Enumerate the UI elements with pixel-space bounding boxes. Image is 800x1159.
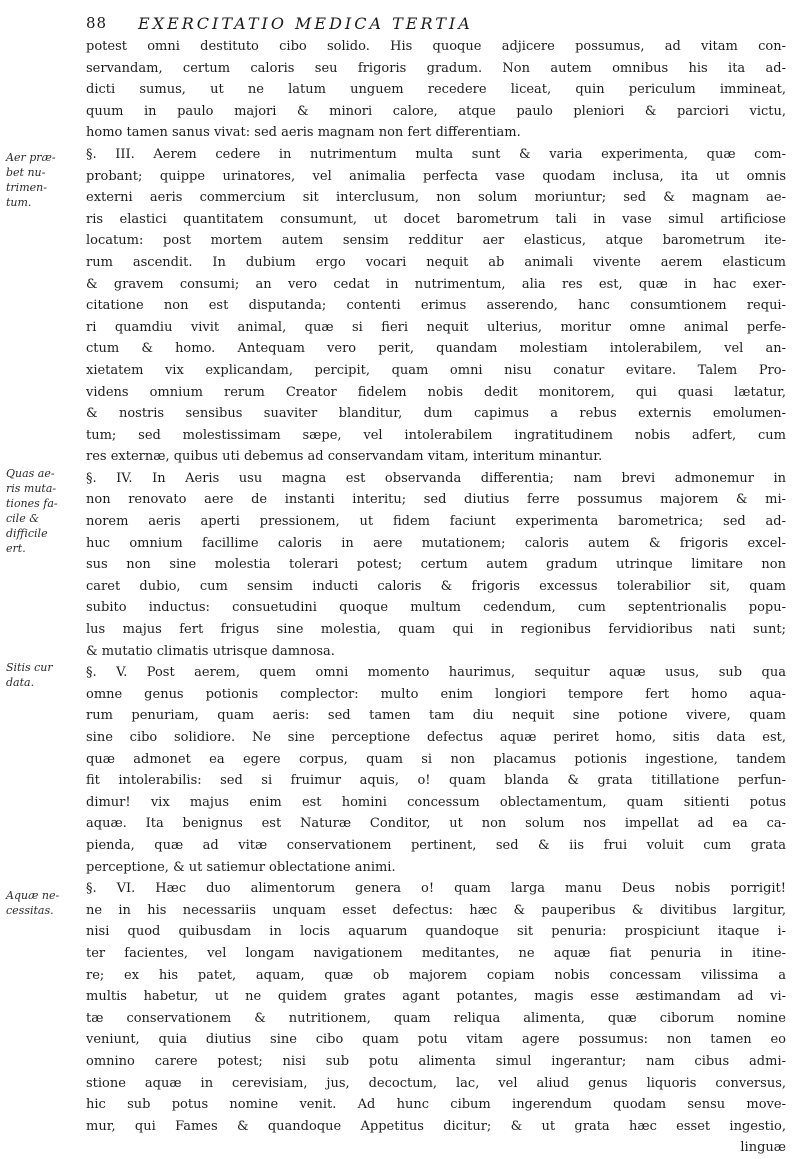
text-line: §. V. Post aerem, quem omni momento haurimus, sequitur aquæ usus, sub qua xyxy=(86,665,786,681)
margin-note-line: bet nu- xyxy=(6,166,46,179)
text-line: & mutatio climatis utrisque damnosa. xyxy=(86,643,335,659)
text-line: & nostris sensibus suaviter blanditur, dum capimus a rebus externis emolumen- xyxy=(86,406,786,422)
text-line: omnino carere potest; nisi sub potu alimenta simul ingerantur; nam cibus admi- xyxy=(86,1053,786,1069)
text-line: xietatem vix explicandam, percipit, quam omni nisu conatur evitare. Talem Pro- xyxy=(86,362,786,378)
text-line: veniunt, quia diutius sine cibo quam potu vitam agere possumus: non tamen eo xyxy=(86,1032,786,1048)
text-line: sus non sine molestia tolerari potest; certum autem gradum utrinque limitare non xyxy=(86,557,786,573)
text-line: rum penuriam, quam aeris: sed tamen tam diu nequit sine potione vivere, quam xyxy=(86,708,786,724)
margin-note-line: Aer præ- xyxy=(6,151,56,164)
text-line: lus majus fert frigus sine molestia, quam qui in regionibus fervidioribus nati sunt; xyxy=(86,622,786,638)
text-line: ter facientes, vel longam navigationem meditantes, ne aquæ fiat penuria in itine- xyxy=(86,945,786,961)
text-line: quæ admonet ea egere corpus, quam si non placamus potionis ingestione, tandem xyxy=(86,751,786,767)
margin-note-line: cile & xyxy=(6,512,39,525)
text-line: non renovato aere de instanti interitu; sed diutius ferre possumus majorem & mi- xyxy=(86,492,786,508)
text-line: ne in his necessariis unquam esset defectus: hæc & pauperibus & divitibus largitur, xyxy=(86,902,786,918)
margin-note-line: tiones fa- xyxy=(6,497,58,510)
text-line: & gravem consumi; an vero cedat in nutrimentum, alia res est, quæ in hac exer- xyxy=(86,276,786,292)
text-line: dicti sumus, ut ne latum unguem recedere liceat, quin periculum immineat, xyxy=(86,82,786,98)
text-line: locatum: post mortem autem sensim redditur aer elasticus, atque barometrum ite- xyxy=(86,233,786,249)
text-line: caret dubio, cum sensim inducti caloris & frigoris excessus tolerabilior sit, quam xyxy=(86,578,786,594)
text-line: rum ascendit. In dubium ergo vocari nequit ab animali vivente aerem elasticum xyxy=(86,254,786,270)
text-line: pienda, quæ ad vitæ conservationem pertinent, sed & iis frui voluit cum grata xyxy=(86,837,786,853)
text-line: norem aeris aperti pressionem, ut fidem faciunt experimenta barometrica; sed ad- xyxy=(86,514,786,530)
text-line: stione aquæ in cerevisiam, jus, decoctum, lac, vel aliud genus liquoris conversus, xyxy=(86,1075,786,1091)
margin-note-line: Aquæ ne- xyxy=(6,889,60,902)
text-line: aquæ. Ita benignus est Naturæ Conditor, ut non solum nos impellat ad ea ca- xyxy=(86,816,786,832)
text-line: homo tamen sanus vivat: sed aeris magnam non fert differentiam. xyxy=(86,125,521,141)
text-line: omne genus potionis complector: multo enim longiori tempore fert homo aqua- xyxy=(86,686,786,702)
text-line: externi aeris commercium sit interclusum, non solum moriuntur; sed & magnam ae- xyxy=(86,190,786,206)
body-text xyxy=(86,36,786,1159)
text-line: servandam, certum caloris seu frigoris gradum. Non autem omnibus his ita ad- xyxy=(86,60,786,76)
running-title: EXERCITATIO MEDICA TERTIA xyxy=(138,14,473,33)
text-line: §. IV. In Aeris usu magna est observanda differentia; nam brevi admonemur in xyxy=(86,470,786,486)
text-line: re; ex his patet, aquam, quæ ob majorem copiam nobis concessam vilissima a xyxy=(86,967,786,983)
text-line: citatione non est disputanda; contenti erimus asserendo, hanc consumtionem requi- xyxy=(86,298,786,314)
text-line: tæ conservationem & nutritionem, quam reliqua alimenta, quæ ciborum nomine xyxy=(86,1010,786,1026)
text-line: sine cibo solidiore. Ne sine perceptione defectus aquæ periret homo, sitis data est, xyxy=(86,730,786,745)
margin-note-aquae xyxy=(6,888,80,918)
margin-note-line: data. xyxy=(6,676,35,689)
text-line: tum; sed molestissimam sæpe, vel intolerabilem ingratitudinem nobis adfert, cum xyxy=(86,427,786,443)
text-line: dimur! vix majus enim est homini concessum oblectamentum, quam sitienti potus xyxy=(86,794,786,810)
text-line: ctum & homo. Antequam vero perit, quandam molestiam intolerabilem, vel an- xyxy=(86,341,786,357)
text-line: §. VI. Hæc duo alimentorum genera o! quam larga manu Deus nobis porrigit! xyxy=(86,881,786,897)
margin-note-aer xyxy=(6,150,80,210)
margin-note-line: tum. xyxy=(6,196,32,209)
text-line: perceptione, & ut satiemur oblectatione animi. xyxy=(86,859,396,875)
text-line: multis habetur, ut ne quidem grates agant potantes, magis esse æstimandam ad vi- xyxy=(86,989,786,1005)
margin-note-line: cessitas. xyxy=(6,904,54,917)
margin-note-line: trimen- xyxy=(6,181,47,194)
margin-note-line: Quas ae- xyxy=(6,467,55,480)
text-line: fit intolerabilis: sed si fruimur aquis, o! quam blanda & grata titillatione perfun- xyxy=(86,773,786,789)
margin-note-line: ert. xyxy=(6,542,26,555)
text-line: videns omnium rerum Creator fidelem nobis dedit monitorem, qui quasi lætatur, xyxy=(86,384,786,400)
text-line: nisi quod quibusdam in locis aquarum quandoque sit penuria: prospiciunt itaque i- xyxy=(86,924,786,940)
text-line: quum in paulo majori & minori calore, atque paulo pleniori & parciori victu, xyxy=(86,103,786,119)
text-line: ris elastici quantitatem consumunt, ut docet barometrum tali in vase simul artificiose xyxy=(86,211,786,227)
page-number: 88 xyxy=(86,14,108,32)
margin-note-line: Sitis cur xyxy=(6,661,53,674)
text-line: res externæ, quibus uti debemus ad conservandam vitam, interitum minantur. xyxy=(86,449,603,465)
margin-note-aeris-mutationes xyxy=(6,466,80,556)
margin-note-line: ris muta- xyxy=(6,482,57,495)
margin-note-sitis xyxy=(6,660,80,690)
text-line: linguæ xyxy=(740,1140,786,1156)
margin-note-line: difficile xyxy=(6,527,48,540)
text-line: ri quamdiu vivit animal, quæ si fieri nequit ulterius, moritur omne animal perfe- xyxy=(86,319,786,335)
text-line: probant; quippe urinatores, vel animalia perfecta vase quodam inclusa, ita ut omnis xyxy=(86,168,786,184)
text-line: subito inductus: consuetudini quoque multum cedendum, cum septentrionalis popu- xyxy=(86,600,786,616)
text-line: mur, qui Fames & quandoque Appetitus dicitur; & ut grata hæc esset ingestio, xyxy=(86,1118,786,1134)
text-line: potest omni destituto cibo solido. His quoque adjicere possumus, ad vitam con- xyxy=(86,39,786,54)
text-line: huc omnium facillime caloris in aere mutationem; caloris autem & frigoris excel- xyxy=(86,535,786,551)
text-line: §. III. Aerem cedere in nutrimentum multa sunt & varia experimenta, quæ com- xyxy=(86,146,786,162)
text-line: hic sub potus nomine venit. Ad hunc cibum ingerendum quodam sensu move- xyxy=(86,1097,786,1113)
